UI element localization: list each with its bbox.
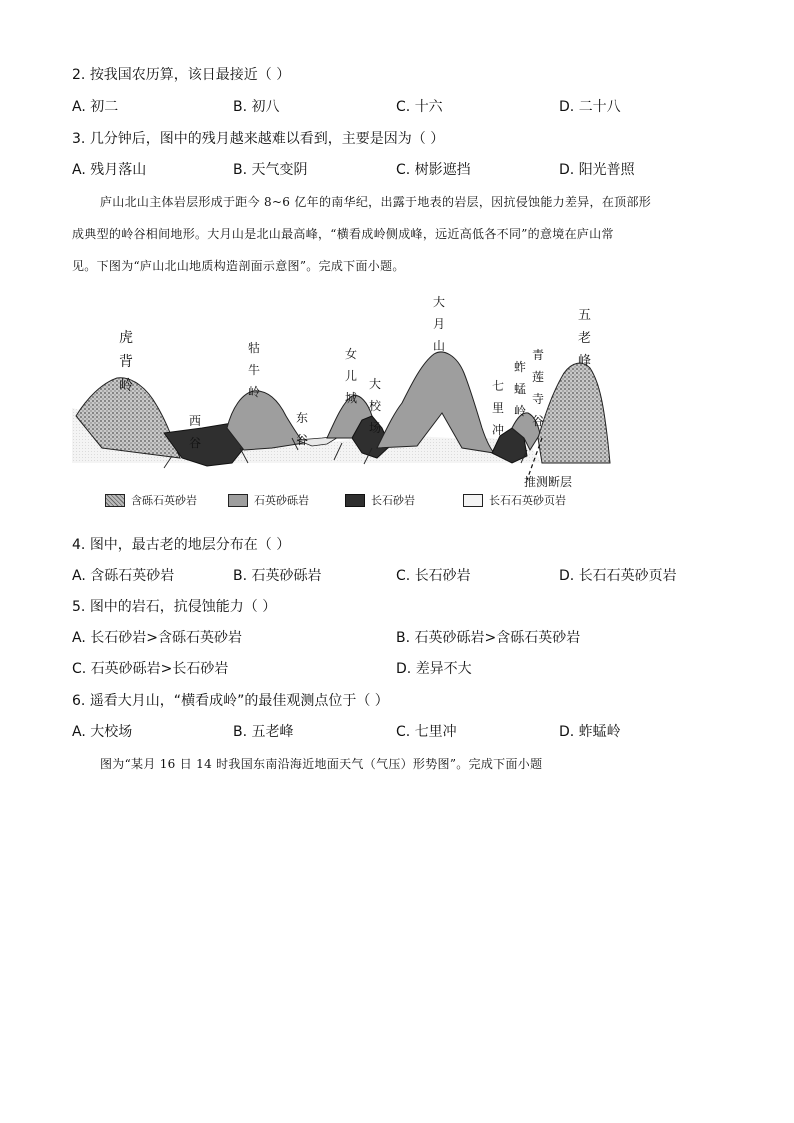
q6-option-a[interactable] xyxy=(72,723,132,741)
question-number: 4. xyxy=(72,537,86,553)
option-text: 二十八 xyxy=(578,99,621,115)
option-letter: A. xyxy=(72,724,86,740)
passage-line-2: 成典型的岭谷相间地形。大月山是北山最高峰，“横看成岭侧成峰，远近高低各不同”的意境在庐山常 xyxy=(72,227,614,241)
question-number: 2. xyxy=(72,67,86,83)
option-text: 树影遮挡 xyxy=(414,162,471,178)
option-text: 石英砂砾岩>含砾石英砂岩 xyxy=(414,630,581,646)
question-6-stem xyxy=(72,692,389,710)
question-number: 5. xyxy=(72,599,86,615)
option-text: 含砾石英砂岩 xyxy=(90,568,175,584)
option-letter: B. xyxy=(233,568,248,584)
q5-option-b[interactable] xyxy=(396,629,580,647)
legend-swatch-dark xyxy=(345,494,365,507)
legend-item-feldspar-sandstone xyxy=(345,492,415,508)
option-letter: D. xyxy=(396,661,412,677)
q3-option-a[interactable] xyxy=(72,161,146,179)
legend-swatch-gray xyxy=(228,494,248,507)
q3-option-b[interactable] xyxy=(233,161,308,179)
option-letter: A. xyxy=(72,162,86,178)
q5-option-c[interactable] xyxy=(72,660,228,678)
option-letter: C. xyxy=(396,568,411,584)
question-4-stem xyxy=(72,536,290,554)
option-letter: C. xyxy=(72,661,87,677)
option-letter: D. xyxy=(559,99,575,115)
label-donggu: 东谷 xyxy=(295,411,308,447)
legend-label: 含砾石英砂岩 xyxy=(131,494,197,507)
q6-option-d[interactable] xyxy=(559,723,621,741)
q5-option-a[interactable] xyxy=(72,629,242,647)
label-huibeiling: 虎背岭 xyxy=(119,330,133,394)
legend-swatch-light xyxy=(463,494,483,507)
option-text: 长石石英砂页岩 xyxy=(578,568,677,584)
next-section-intro: 图为“某月 16 日 14 时我国东南沿海近地面天气（气压）形势图”。完成下面小题 xyxy=(100,757,543,771)
passage-line-3: 见。下图为“庐山北山地质构造剖面示意图”。完成下面小题。 xyxy=(72,259,405,273)
question-text: 图中的岩石，抗侵蚀能力（ ） xyxy=(89,599,277,615)
label-xigu: 西谷 xyxy=(188,414,201,450)
option-text: 初八 xyxy=(251,99,280,115)
option-text: 七里冲 xyxy=(414,724,457,740)
q6-option-c[interactable] xyxy=(396,723,457,741)
option-letter: D. xyxy=(559,568,575,584)
option-text: 五老峰 xyxy=(251,724,294,740)
option-letter: A. xyxy=(72,99,86,115)
option-letter: C. xyxy=(396,162,411,178)
question-5-stem xyxy=(72,598,276,616)
option-text: 天气变阴 xyxy=(251,162,308,178)
wulaofeng-peak xyxy=(538,363,610,463)
q2-option-c[interactable] xyxy=(396,98,443,116)
diagram-legend xyxy=(105,488,585,514)
label-dayueshan: 大月山 xyxy=(432,295,445,353)
option-letter: B. xyxy=(233,724,248,740)
q2-option-a[interactable] xyxy=(72,98,118,116)
q4-option-c[interactable] xyxy=(396,567,471,585)
option-text: 十六 xyxy=(414,99,443,115)
option-text: 蚱蜢岭 xyxy=(578,724,621,740)
label-nuercheng: 女儿城 xyxy=(344,347,357,405)
option-letter: D. xyxy=(559,162,575,178)
q6-option-b[interactable] xyxy=(233,723,294,741)
legend-swatch-dotted xyxy=(105,494,125,507)
label-inferred-fault: 推测断层 xyxy=(524,475,573,489)
label-zhamengling: 蚱蜢岭 xyxy=(513,360,526,418)
q4-option-a[interactable] xyxy=(72,567,174,585)
q2-option-b[interactable] xyxy=(233,98,280,116)
option-letter: D. xyxy=(559,724,575,740)
option-text: 初二 xyxy=(90,99,119,115)
question-3-stem xyxy=(72,130,444,148)
q3-option-c[interactable] xyxy=(396,161,471,179)
option-letter: C. xyxy=(396,99,411,115)
q3-option-d[interactable] xyxy=(559,161,635,179)
option-letter: A. xyxy=(72,568,86,584)
legend-item-conglomeratic-quartz-sandstone xyxy=(105,492,197,508)
legend-item-quartz-conglomerate xyxy=(228,492,309,508)
passage-line-1: 庐山北山主体岩层形成于距今 8~6 亿年的南华纪，出露于地表的岩层，因抗侵蚀能力差异，在顶部形 xyxy=(100,195,652,209)
option-letter: B. xyxy=(233,162,248,178)
option-text: 长石砂岩>含砾石英砂岩 xyxy=(90,630,242,646)
question-2-stem xyxy=(72,66,290,84)
option-letter: C. xyxy=(396,724,411,740)
question-text: 几分钟后，图中的残月越来越难以看到，主要是因为（ ） xyxy=(89,131,445,147)
q4-option-d[interactable] xyxy=(559,567,677,585)
legend-label: 长石石英砂页岩 xyxy=(489,494,566,507)
option-letter: A. xyxy=(72,630,86,646)
question-text: 遥看大月山，“横看成岭”的最佳观测点位于（ ） xyxy=(89,693,389,709)
legend-label: 长石砂岩 xyxy=(371,494,415,507)
option-text: 阳光普照 xyxy=(578,162,635,178)
label-qilichong: 七里冲 xyxy=(491,379,504,437)
guniuling-peak xyxy=(227,391,304,450)
option-text: 长石砂岩 xyxy=(414,568,471,584)
label-qingliansigu: 青莲寺谷 xyxy=(531,348,544,428)
q5-option-d[interactable] xyxy=(396,660,472,678)
option-text: 差异不大 xyxy=(415,661,472,677)
option-text: 大校场 xyxy=(90,724,133,740)
question-number: 6. xyxy=(72,693,86,709)
label-wulaofeng: 五老峰 xyxy=(577,308,591,369)
label-dajiaochang: 大校场 xyxy=(368,377,381,435)
option-text: 残月落山 xyxy=(90,162,147,178)
option-text: 石英砂砾岩>长石砂岩 xyxy=(90,661,229,677)
legend-item-feldspar-quartz-shale xyxy=(463,492,566,508)
question-text: 按我国农历算，该日最接近（ ） xyxy=(89,67,291,83)
legend-label: 石英砂砾岩 xyxy=(254,494,309,507)
option-letter: B. xyxy=(396,630,411,646)
label-guniuling: 牯牛岭 xyxy=(247,341,260,399)
question-text: 图中，最古老的地层分布在（ ） xyxy=(89,537,291,553)
question-number: 3. xyxy=(72,131,86,147)
q2-option-d[interactable] xyxy=(559,98,621,116)
option-letter: B. xyxy=(233,99,248,115)
q4-option-b[interactable] xyxy=(233,567,322,585)
option-text: 石英砂砾岩 xyxy=(251,568,322,584)
